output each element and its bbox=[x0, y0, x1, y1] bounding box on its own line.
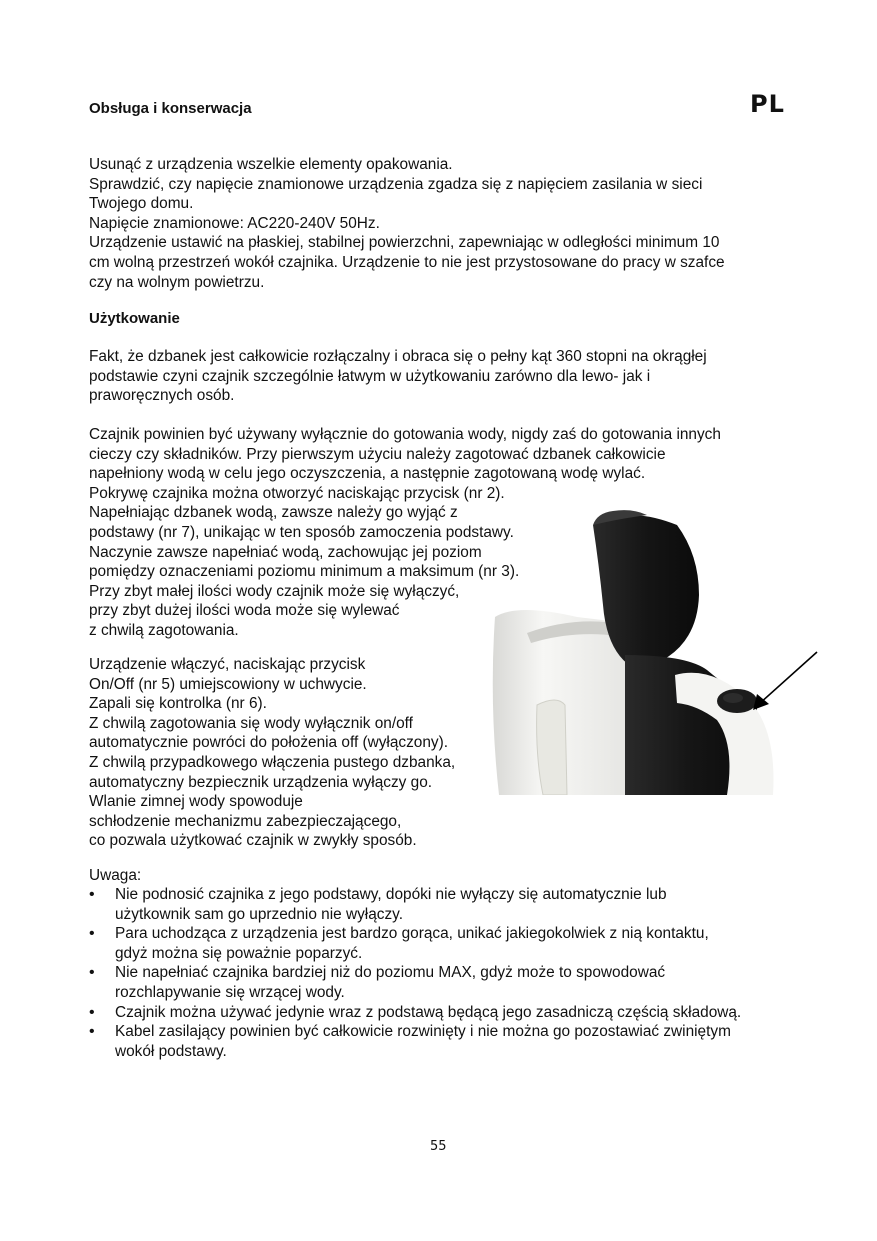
usage-line: podstawy (nr 7), unikając w ten sposób zamoczenia podstawy. bbox=[89, 523, 514, 541]
warning-item bbox=[89, 924, 809, 963]
usage-line: On/Off (nr 5) umiejscowiony w uchwycie. bbox=[89, 675, 367, 693]
usage-paragraph-2 bbox=[89, 425, 721, 641]
warning-line: • Kabel zasilający powinien być całkowicie rozwinięty i nie można go pozostawiać zwiniętym bbox=[115, 1023, 731, 1041]
warning-line: • Para uchodząca z urządzenia jest bardzo gorąca, unikać jakiegokolwiek z nią kontaktu, bbox=[115, 925, 709, 943]
intro-line: Twojego domu. bbox=[89, 195, 194, 213]
usage-paragraph-1 bbox=[89, 347, 707, 406]
usage-line: z chwilą zagotowania. bbox=[89, 621, 239, 639]
intro-paragraph bbox=[89, 155, 725, 292]
usage-line: Fakt, że dzbanek jest całkowicie rozłączalny i obraca się o pełny kąt 360 stopni na okrągłej bbox=[89, 348, 707, 365]
usage-line: co pozwala użytkować czajnik w zwykły sposób. bbox=[89, 832, 417, 850]
usage-line: praworęcznych osób. bbox=[89, 387, 235, 405]
usage-line: automatyczny bezpiecznik urządzenia wyłączy go. bbox=[89, 773, 433, 791]
usage-line: cieczy czy składników. Przy pierwszym użyciu należy zagotować dzbanek całkowicie bbox=[89, 445, 666, 463]
warning-line: gdyż można się poważnie poparzyć. bbox=[115, 944, 363, 962]
intro-line: Usunąć z urządzenia wszelkie elementy opakowania. bbox=[89, 156, 453, 173]
page-number: 55 bbox=[430, 1139, 447, 1154]
warning-item bbox=[89, 1022, 809, 1061]
intro-line: Napięcie znamionowe: AC220-240V 50Hz. bbox=[89, 214, 380, 232]
usage-line: Napełniając dzbanek wodą, zawsze należy go wyjąć z bbox=[89, 504, 458, 522]
usage-line: Pokrywę czajnika można otworzyć naciskając przycisk (nr 2). bbox=[89, 484, 505, 502]
usage-line: pomiędzy oznaczeniami poziomu minimum a maksimum (nr 3). bbox=[89, 563, 520, 581]
arrow-pointer-icon bbox=[745, 648, 825, 718]
warning-line: • Nie napełniać czajnika bardziej niż do poziomu MAX, gdyż może to spowodować bbox=[115, 964, 666, 982]
usage-line: Wlanie zimnej wody spowoduje bbox=[89, 793, 303, 811]
usage-line: Urządzenie włączyć, naciskając przycisk bbox=[89, 656, 366, 673]
intro-line: cm wolną przestrzeń wokół czajnika. Urządzenie to nie jest przystosowane do pracy w szafce bbox=[89, 253, 725, 271]
language-code: PL bbox=[750, 90, 785, 118]
usage-line: przy zbyt dużej ilości woda może się wylewać bbox=[89, 602, 400, 620]
warning-line: rozchlapywanie się wrzącej wody. bbox=[115, 983, 345, 1001]
intro-line: Sprawdzić, czy napięcie znamionowe urządzenia zgadza się z napięciem zasilania w sieci bbox=[89, 175, 703, 193]
warning-label: Uwaga: bbox=[89, 867, 142, 884]
warning-item bbox=[89, 963, 809, 1002]
usage-line: automatycznie powróci do położenia off (wyłączony). bbox=[89, 734, 449, 752]
warning-item bbox=[89, 885, 809, 924]
usage-line: Naczynie zawsze napełniać wodą, zachowując jej poziom bbox=[89, 543, 482, 561]
usage-line: Z chwilą zagotowania się wody wyłącznik on/off bbox=[89, 714, 413, 732]
warning-item bbox=[89, 1003, 809, 1023]
warning-line: • Nie podnosić czajnika z jego podstawy, dopóki nie wyłączy się automatycznie lub bbox=[115, 886, 667, 903]
usage-line: Czajnik powinien być używany wyłącznie do gotowania wody, nigdy zaś do gotowania innych bbox=[89, 426, 721, 443]
warning-line: • Czajnik można używać jedynie wraz z podstawą będącą jego zasadniczą częścią składową. bbox=[115, 1003, 742, 1021]
usage-line: Zapali się kontrolka (nr 6). bbox=[89, 695, 267, 713]
usage-line: Z chwilą przypadkowego włączenia pustego dzbanka, bbox=[89, 753, 456, 771]
intro-line: czy na wolnym powietrzu. bbox=[89, 273, 265, 291]
usage-line: schłodzenie mechanizmu zabezpieczającego, bbox=[89, 812, 402, 830]
usage-paragraph-3 bbox=[89, 655, 455, 851]
warning-line: wokół podstawy. bbox=[115, 1042, 227, 1060]
usage-line: podstawie czyni czajnik szczególnie łatwym w użytkowaniu zarówno dla lewo- jak i bbox=[89, 367, 651, 385]
warning-list bbox=[89, 885, 809, 1061]
intro-line: Urządzenie ustawić na płaskiej, stabilnej powierzchni, zapewniając w odległości minimum 10 bbox=[89, 234, 720, 252]
warning-line: użytkownik sam go uprzednio nie wyłączy. bbox=[115, 905, 403, 923]
usage-title: Użytkowanie bbox=[89, 310, 180, 327]
usage-line: napełniony wodą w celu jego oczyszczenia, a następnie zagotowaną wodę wylać. bbox=[89, 465, 646, 483]
usage-line: Przy zbyt małej ilości wody czajnik może się wyłączyć, bbox=[89, 582, 460, 600]
section-title: Obsługa i konserwacja bbox=[89, 100, 252, 117]
